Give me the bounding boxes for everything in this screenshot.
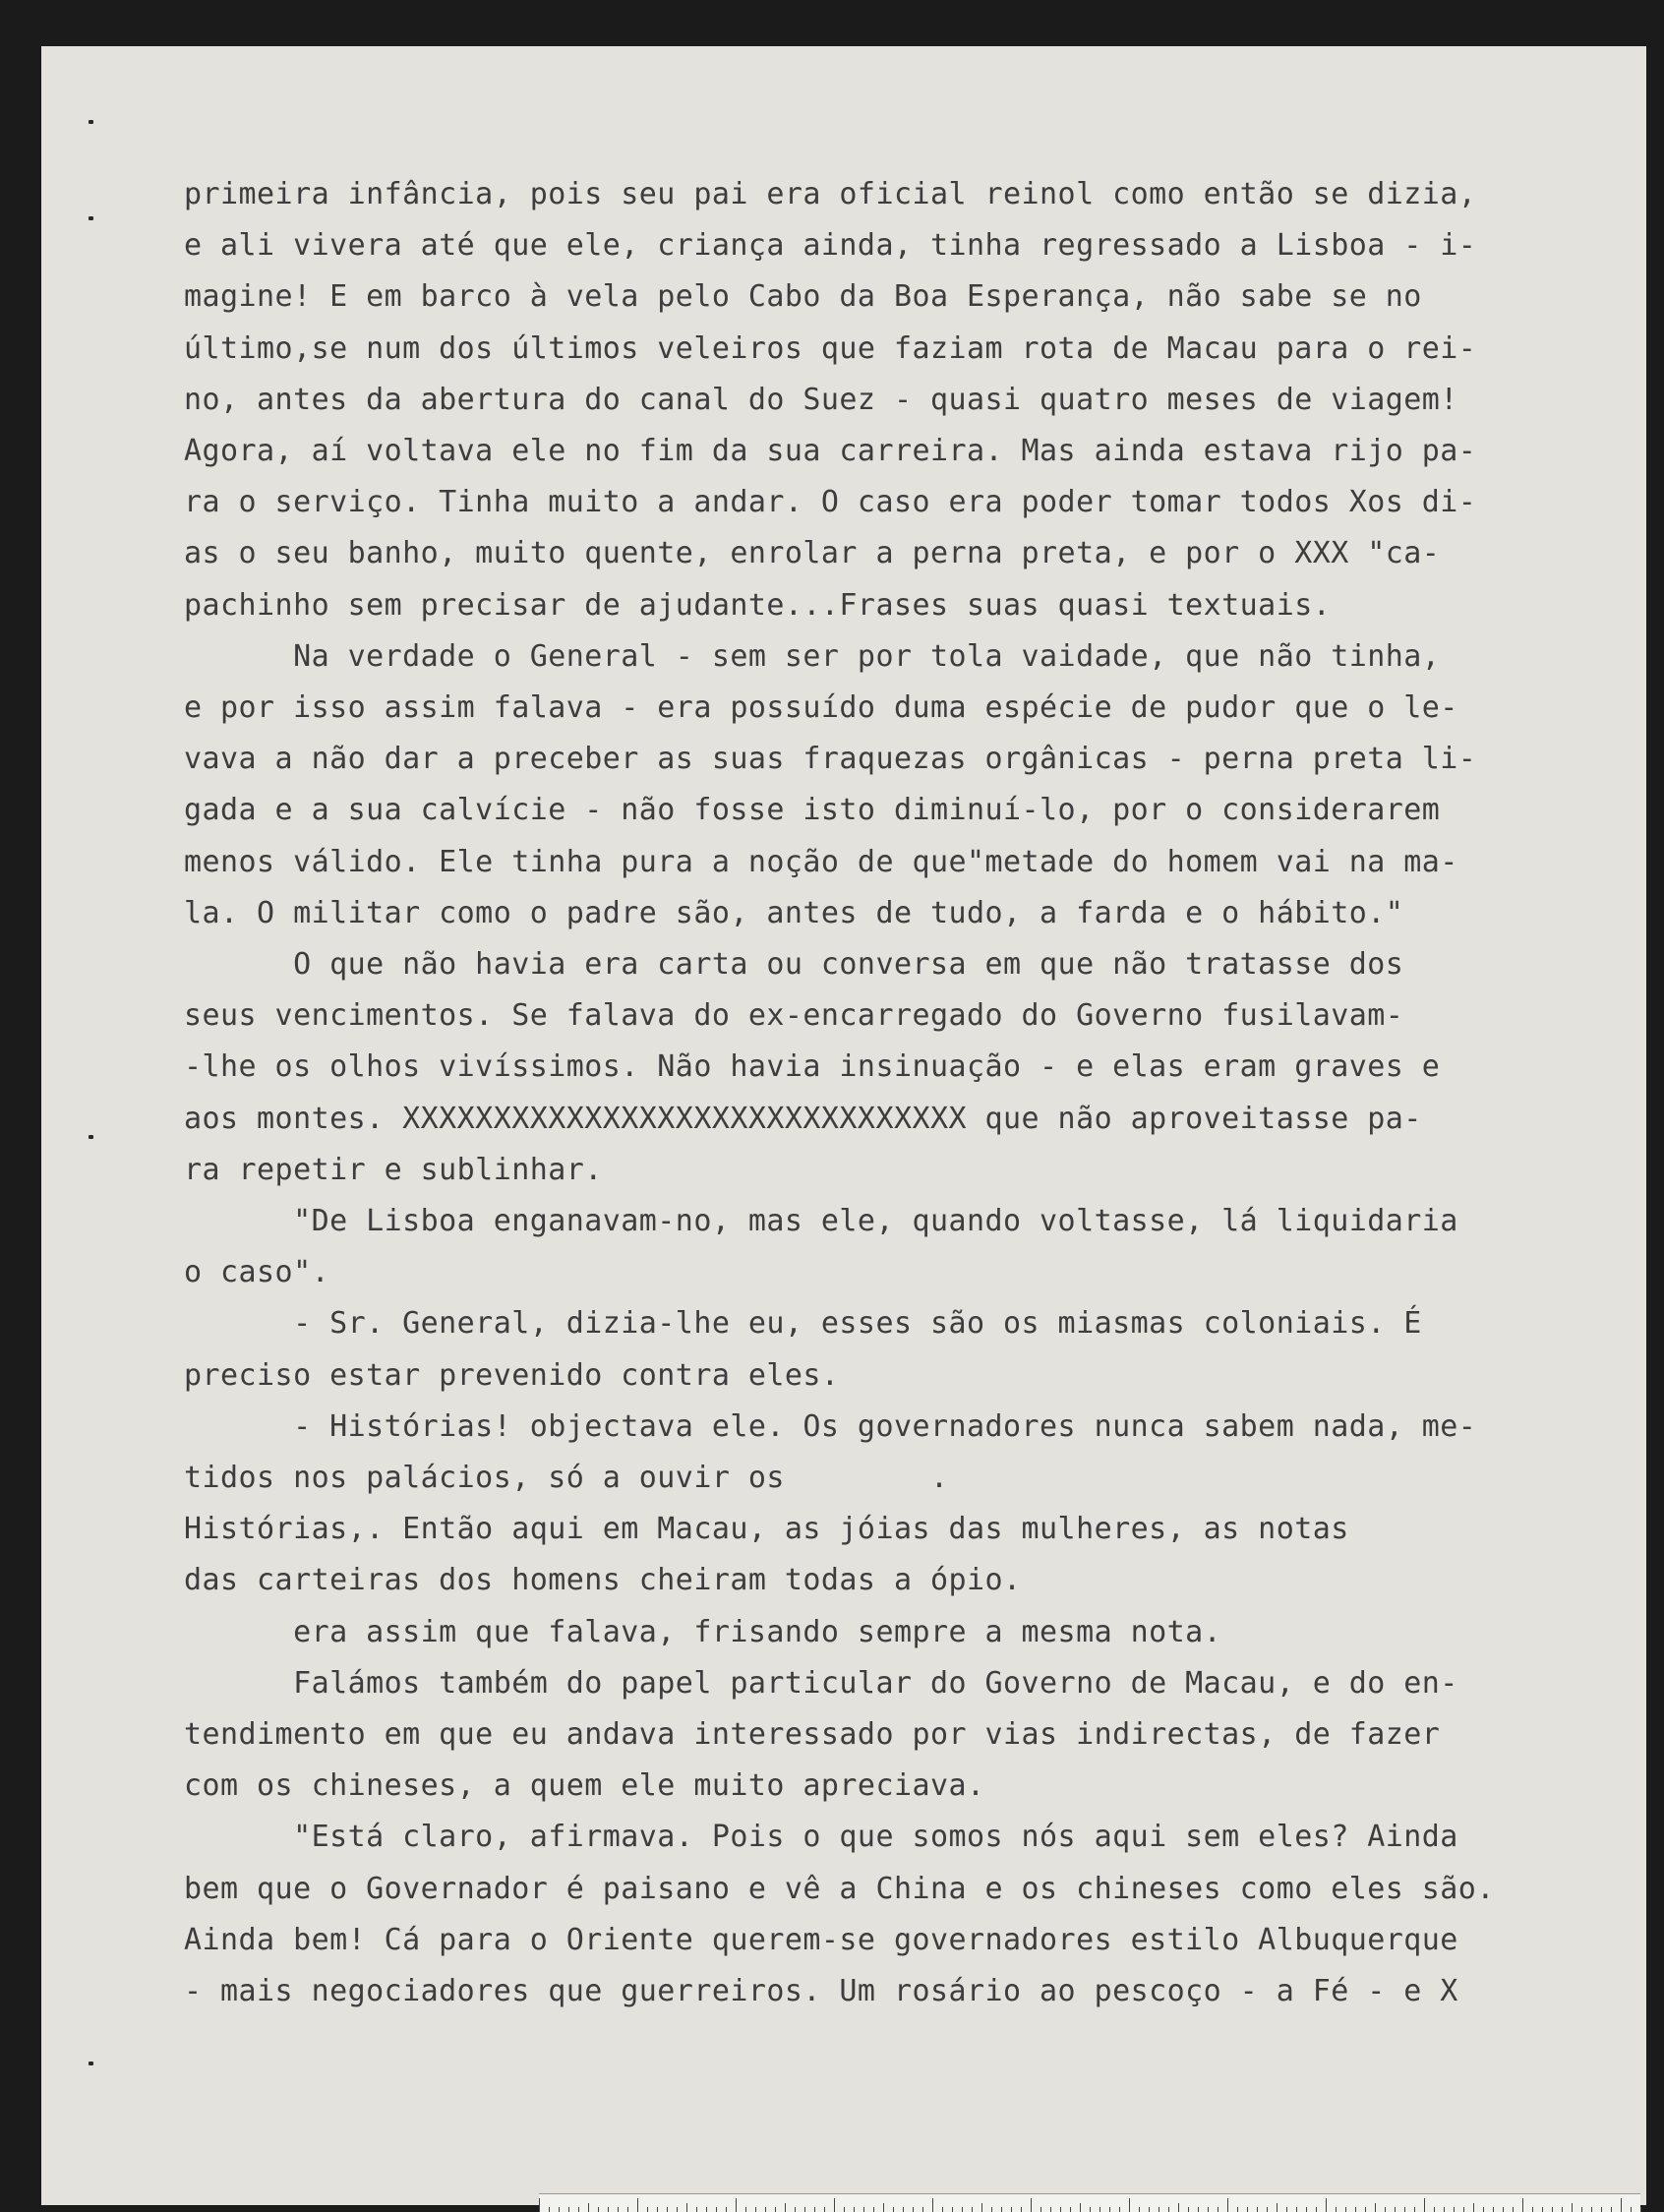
ruler-tick	[1306, 2207, 1307, 2212]
text-line: bem que o Governador é paisano e vê a China e os chineses como eles são.	[184, 1871, 1495, 1906]
text-line: no, antes da abertura do canal do Suez - quasi quatro meses de viagem!	[184, 382, 1458, 417]
text-line: Ainda bem! Cá para o Oriente querem-se governadores estilo Albuquerque	[184, 1922, 1458, 1957]
ruler-tick	[922, 2207, 923, 2212]
text-line: gada e a sua calvície - não fosse isto diminuí-lo, por o considerarem	[184, 793, 1441, 828]
text-line: era assim que falava, frisando sempre a mesma nota.	[184, 1614, 1222, 1649]
text-line: vava a não dar a preceber as suas fraquezas orgânicas - perna preta li-	[184, 742, 1477, 777]
ruler-tick	[1208, 2207, 1209, 2212]
ruler-tick	[1011, 2207, 1012, 2212]
ruler-tick	[824, 2207, 825, 2212]
text-line: - Sr. General, dizia-lhe eu, esses são os miasmas coloniais. É	[184, 1306, 1422, 1342]
ruler-tick	[716, 2207, 717, 2212]
ruler-tick	[1345, 2207, 1346, 2212]
ruler-tick	[863, 2207, 864, 2212]
ruler-tick	[932, 2198, 933, 2212]
ruler-tick	[1188, 2207, 1189, 2212]
ruler-tick	[1532, 2207, 1533, 2212]
ruler-tick	[1070, 2207, 1071, 2212]
ruler-tick	[795, 2207, 796, 2212]
ruler-tick	[1365, 2207, 1366, 2212]
ruler-tick	[1119, 2207, 1120, 2212]
ruler-tick	[1247, 2207, 1248, 2212]
ruler-ticks	[539, 2194, 1640, 2212]
ruler-tick	[1040, 2207, 1041, 2212]
ruler-tick	[1129, 2198, 1130, 2212]
ruler-tick	[1631, 2207, 1632, 2212]
ruler-tick	[1513, 2207, 1514, 2212]
margin-mark	[89, 1135, 93, 1139]
ruler-tick	[1581, 2207, 1582, 2212]
ruler-tick	[1168, 2207, 1169, 2212]
ruler-tick	[765, 2207, 766, 2212]
ruler-tick	[854, 2207, 855, 2212]
ruler-tick	[1483, 2207, 1484, 2212]
ruler-tick	[1503, 2207, 1504, 2212]
text-line: - mais negociadores que guerreiros. Um rosário ao pescoço - a Fé - e X	[184, 1974, 1458, 2008]
ruler-tick	[1316, 2207, 1317, 2212]
ruler-tick	[726, 2207, 727, 2212]
text-line: - Histórias! objectava ele. Os governadores nunca sabem nada, me-	[184, 1408, 1477, 1444]
text-line: menos válido. Ele tinha pura a noção de que"metade do homem vai na ma-	[184, 844, 1458, 879]
ruler-tick	[1267, 2207, 1268, 2212]
ruler-tick	[755, 2207, 756, 2212]
ruler-tick	[559, 2207, 560, 2212]
ruler-tick	[1336, 2207, 1337, 2212]
ruler-tick	[677, 2207, 678, 2212]
text-line: Agora, aí voltava ele no fim da sua carreira. Mas ainda estava rijo pa-	[184, 434, 1477, 468]
margin-mark	[89, 2062, 93, 2065]
ruler-tick	[1591, 2207, 1592, 2212]
text-line: tendimento em que eu andava interessado por vias indirectas, de fazer	[184, 1717, 1441, 1752]
ruler-tick	[578, 2207, 579, 2212]
ruler-tick	[1611, 2207, 1612, 2212]
ruler-tick	[1385, 2207, 1386, 2212]
ruler-tick	[893, 2207, 894, 2212]
ruler-tick	[1542, 2207, 1543, 2212]
text-line: primeira infância, pois seu pai era oficial reinol como então se dizia,	[184, 177, 1477, 211]
ruler-tick	[706, 2207, 707, 2212]
ruler-tick	[1493, 2207, 1494, 2212]
ruler-tick	[568, 2207, 569, 2212]
text-line: O que não havia era carta ou conversa em que não tratasse dos	[184, 947, 1404, 982]
text-line: Na verdade o General - sem ser por tola vaidade, que não tinha,	[184, 638, 1441, 674]
text-line: tidos nos palácios, só a ouvir os .	[184, 1461, 949, 1495]
ruler-tick	[539, 2198, 540, 2212]
ruler-tick	[1463, 2207, 1464, 2212]
ruler-tick	[962, 2207, 963, 2212]
text-line: pachinho sem precisar de ajudante...Frases suas quasi textuais.	[184, 587, 1332, 623]
ruler-tick	[598, 2207, 599, 2212]
typewritten-page	[41, 46, 1646, 2205]
ruler-tick	[1640, 2207, 1641, 2212]
ruler-tick	[657, 2207, 658, 2212]
ruler-tick	[1090, 2207, 1091, 2212]
ruler-tick	[608, 2207, 609, 2212]
ruler-tick	[1286, 2207, 1287, 2212]
ruler-tick	[637, 2198, 638, 2212]
ruler-tick	[1021, 2207, 1022, 2212]
ruler-tick	[1001, 2207, 1002, 2212]
text-line: das carteiras dos homens cheiram todas a ópio.	[184, 1563, 1022, 1598]
ruler-tick	[952, 2207, 953, 2212]
text-line: último,se num dos últimos veleiros que faziam rota de Macau para o rei-	[184, 330, 1477, 366]
ruler-tick	[1434, 2207, 1435, 2212]
ruler-tick	[1424, 2198, 1425, 2212]
ruler-tick	[1395, 2207, 1396, 2212]
ruler-tick	[1149, 2207, 1150, 2212]
ruler-tick	[1050, 2207, 1051, 2212]
ruler-tick	[834, 2198, 835, 2212]
scale-ruler	[539, 2193, 1640, 2212]
text-line: as o seu banho, muito quente, enrolar a perna preta, e por o XXX "ca-	[184, 536, 1441, 571]
ruler-tick	[972, 2207, 973, 2212]
ruler-tick	[696, 2207, 697, 2212]
ruler-tick	[1444, 2207, 1445, 2212]
ruler-tick	[873, 2207, 874, 2212]
ruler-tick	[1198, 2207, 1199, 2212]
ruler-tick	[1109, 2207, 1110, 2212]
text-line: "De Lisboa enganavam-no, mas ele, quando voltasse, lá liquidaria	[184, 1204, 1458, 1238]
ruler-tick	[1237, 2207, 1238, 2212]
ruler-tick	[549, 2207, 550, 2212]
ruler-tick	[627, 2207, 628, 2212]
ruler-tick	[618, 2207, 619, 2212]
ruler-tick	[844, 2207, 845, 2212]
ruler-tick	[1099, 2207, 1100, 2212]
ruler-tick	[1562, 2207, 1563, 2212]
text-line: seus vencimentos. Se falava do ex-encarregado do Governo fusilavam-	[184, 998, 1404, 1034]
text-line: Falámos também do papel particular do Governo de Macau, e do en-	[184, 1665, 1458, 1701]
ruler-tick	[1552, 2207, 1553, 2212]
text-line: o caso".	[184, 1255, 330, 1290]
ruler-tick	[942, 2207, 943, 2212]
ruler-tick	[745, 2207, 746, 2212]
ruler-tick	[1139, 2207, 1140, 2212]
ruler-tick	[903, 2207, 904, 2212]
ruler-tick	[1031, 2198, 1032, 2212]
text-line: e por isso assim falava - era possuído duma espécie de pudor que o le-	[184, 690, 1458, 725]
text-line: ra repetir e sublinhar.	[184, 1152, 603, 1187]
text-line: preciso estar prevenido contra eles.	[184, 1357, 840, 1393]
ruler-tick	[804, 2207, 805, 2212]
ruler-tick	[1296, 2207, 1297, 2212]
text-line: magine! E em barco à vela pelo Cabo da Boa Esperança, não sabe se no	[184, 279, 1422, 315]
ruler-tick	[1257, 2207, 1258, 2212]
ruler-tick	[1522, 2198, 1523, 2212]
ruler-tick	[736, 2198, 737, 2212]
margin-mark	[89, 216, 93, 220]
ruler-tick	[1326, 2198, 1327, 2212]
ruler-tick	[991, 2207, 992, 2212]
ruler-tick	[1601, 2207, 1602, 2212]
ruler-tick	[1060, 2207, 1061, 2212]
text-line: la. O militar como o padre são, antes de tudo, a farda e o hábito."	[184, 895, 1404, 930]
text-line: ra o serviço. Tinha muito a andar. O caso era poder tomar todos Xos di-	[184, 485, 1477, 520]
ruler-tick	[667, 2207, 668, 2212]
text-line: com os chineses, a quem ele muito apreciava.	[184, 1768, 985, 1804]
ruler-tick	[1454, 2207, 1455, 2212]
ruler-tick	[1355, 2207, 1356, 2212]
ruler-tick	[913, 2207, 914, 2212]
text-line: e ali vivera até que ele, criança ainda, tinha regressado a Lisboa - i-	[184, 228, 1477, 264]
ruler-tick	[814, 2207, 815, 2212]
text-line: aos montes. XXXXXXXXXXXXXXXXXXXXXXXXXXXXXXX que não aproveitasse pa-	[184, 1101, 1422, 1136]
text-line: -lhe os olhos vivíssimos. Não havia insinuação - e elas eram graves e	[184, 1049, 1441, 1085]
ruler-tick	[1621, 2198, 1622, 2212]
margin-mark	[89, 120, 93, 124]
text-line: "Está claro, afirmava. Pois o que somos nós aqui sem eles? Ainda	[184, 1820, 1458, 1855]
ruler-tick	[647, 2207, 648, 2212]
text-line: Histórias,. Então aqui em Macau, as jóias das mulheres, as notas	[184, 1512, 1349, 1547]
ruler-tick	[775, 2207, 776, 2212]
ruler-tick	[1227, 2198, 1228, 2212]
ruler-tick	[1404, 2207, 1405, 2212]
ruler-tick	[1414, 2207, 1415, 2212]
